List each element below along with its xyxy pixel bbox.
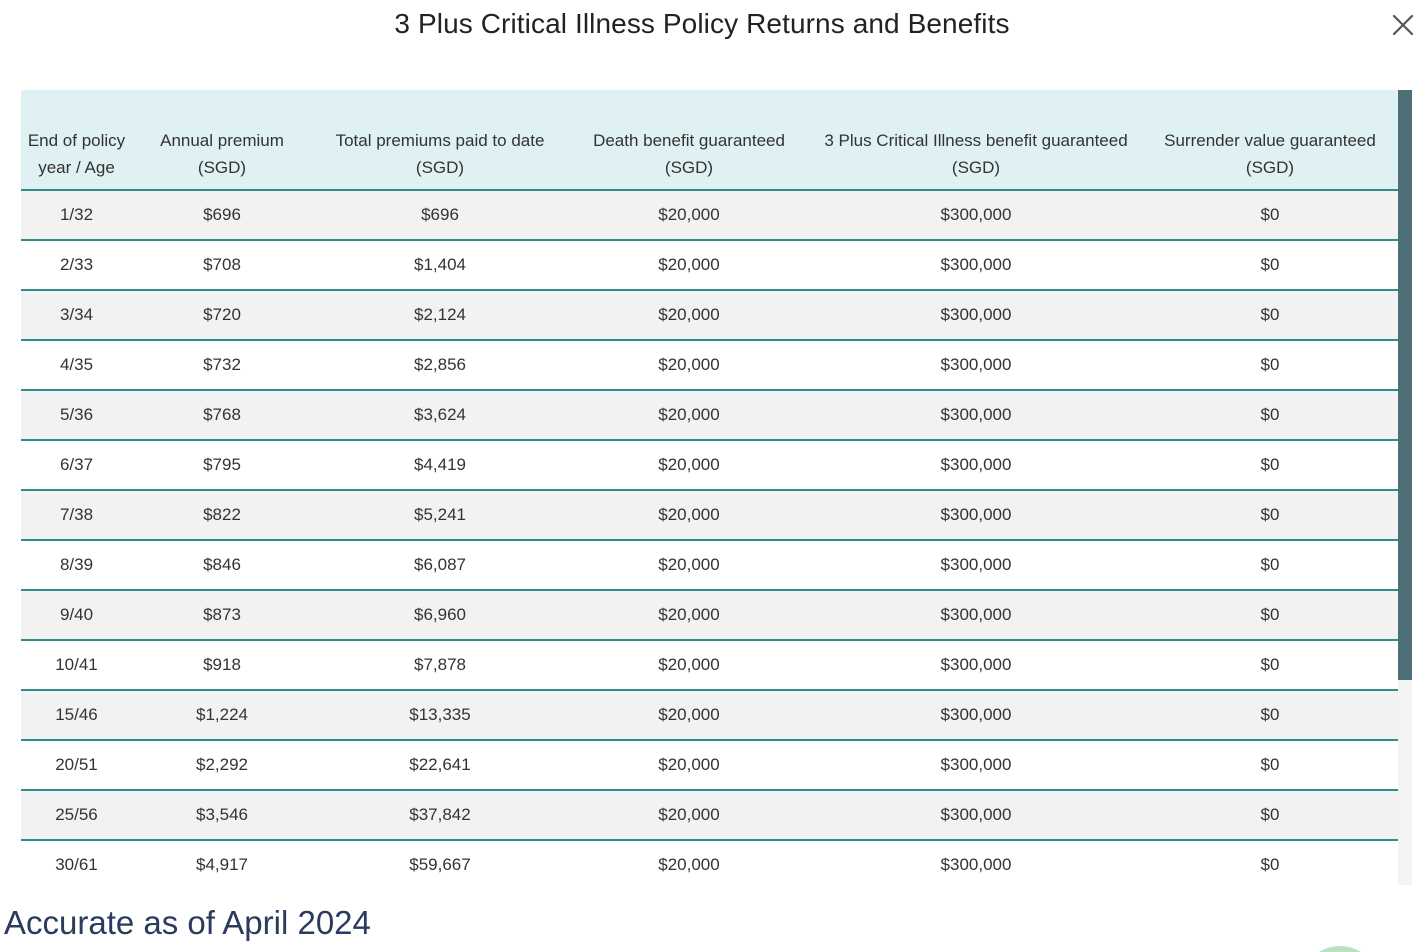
table-header-row	[21, 90, 1398, 190]
cell-critical-illness-benefit: $300,000	[810, 790, 1142, 840]
modal-title: 3 Plus Critical Illness Policy Returns and Benefits	[394, 8, 1010, 39]
cell-policy-year-age: 20/51	[21, 740, 132, 790]
table-row	[21, 590, 1398, 640]
cell-death-benefit: $20,000	[568, 190, 810, 240]
cell-surrender-value: $0	[1142, 240, 1398, 290]
cell-surrender-value: $0	[1142, 440, 1398, 490]
cell-surrender-value: $0	[1142, 590, 1398, 640]
table-row	[21, 390, 1398, 440]
cell-annual-premium: $846	[132, 540, 312, 590]
cell-surrender-value: $0	[1142, 390, 1398, 440]
table-row	[21, 640, 1398, 690]
benefits-table	[21, 90, 1398, 885]
cell-critical-illness-benefit: $300,000	[810, 540, 1142, 590]
table-row	[21, 840, 1398, 885]
cell-death-benefit: $20,000	[568, 690, 810, 740]
cell-death-benefit: $20,000	[568, 390, 810, 440]
cell-total-premiums: $1,404	[312, 240, 568, 290]
cell-annual-premium: $918	[132, 640, 312, 690]
cell-total-premiums: $696	[312, 190, 568, 240]
column-header-policy-year-age: End of policy year / Age	[21, 90, 132, 190]
cell-critical-illness-benefit: $300,000	[810, 590, 1142, 640]
cell-annual-premium: $720	[132, 290, 312, 340]
cell-critical-illness-benefit: $300,000	[810, 290, 1142, 340]
table-row	[21, 540, 1398, 590]
cell-total-premiums: $2,856	[312, 340, 568, 390]
cell-critical-illness-benefit: $300,000	[810, 390, 1142, 440]
cell-critical-illness-benefit: $300,000	[810, 690, 1142, 740]
cell-surrender-value: $0	[1142, 790, 1398, 840]
cell-total-premiums: $7,878	[312, 640, 568, 690]
cell-total-premiums: $2,124	[312, 290, 568, 340]
cell-critical-illness-benefit: $300,000	[810, 840, 1142, 885]
cell-annual-premium: $873	[132, 590, 312, 640]
cell-policy-year-age: 4/35	[21, 340, 132, 390]
cell-annual-premium: $1,224	[132, 690, 312, 740]
cell-surrender-value: $0	[1142, 190, 1398, 240]
cell-death-benefit: $20,000	[568, 240, 810, 290]
cell-death-benefit: $20,000	[568, 640, 810, 690]
column-header-total-premiums: Total premiums paid to date (SGD)	[312, 90, 568, 190]
cell-death-benefit: $20,000	[568, 540, 810, 590]
cell-annual-premium: $2,292	[132, 740, 312, 790]
chat-widget-button[interactable]	[1300, 946, 1380, 952]
table-row	[21, 240, 1398, 290]
cell-surrender-value: $0	[1142, 740, 1398, 790]
cell-total-premiums: $4,419	[312, 440, 568, 490]
cell-surrender-value: $0	[1142, 540, 1398, 590]
cell-policy-year-age: 3/34	[21, 290, 132, 340]
scrollbar-thumb[interactable]	[1398, 90, 1412, 680]
cell-total-premiums: $13,335	[312, 690, 568, 740]
cell-annual-premium: $732	[132, 340, 312, 390]
table-row	[21, 440, 1398, 490]
cell-total-premiums: $22,641	[312, 740, 568, 790]
cell-death-benefit: $20,000	[568, 440, 810, 490]
accuracy-footnote: Accurate as of April 2024	[4, 904, 371, 941]
column-header-surrender-value: Surrender value guaranteed (SGD)	[1142, 90, 1398, 190]
cell-critical-illness-benefit: $300,000	[810, 340, 1142, 390]
column-header-death-benefit: Death benefit guaranteed (SGD)	[568, 90, 810, 190]
cell-policy-year-age: 10/41	[21, 640, 132, 690]
cell-policy-year-age: 8/39	[21, 540, 132, 590]
cell-policy-year-age: 9/40	[21, 590, 132, 640]
table-body	[21, 190, 1398, 885]
cell-death-benefit: $20,000	[568, 490, 810, 540]
cell-death-benefit: $20,000	[568, 590, 810, 640]
cell-total-premiums: $59,667	[312, 840, 568, 885]
cell-policy-year-age: 15/46	[21, 690, 132, 740]
cell-policy-year-age: 25/56	[21, 790, 132, 840]
cell-surrender-value: $0	[1142, 490, 1398, 540]
cell-death-benefit: $20,000	[568, 340, 810, 390]
cell-annual-premium: $3,546	[132, 790, 312, 840]
table-row	[21, 290, 1398, 340]
cell-critical-illness-benefit: $300,000	[810, 640, 1142, 690]
cell-critical-illness-benefit: $300,000	[810, 240, 1142, 290]
cell-critical-illness-benefit: $300,000	[810, 740, 1142, 790]
table-row	[21, 340, 1398, 390]
cell-annual-premium: $795	[132, 440, 312, 490]
table-row	[21, 190, 1398, 240]
benefits-table-container[interactable]	[21, 90, 1398, 885]
cell-death-benefit: $20,000	[568, 290, 810, 340]
cell-annual-premium: $696	[132, 190, 312, 240]
cell-total-premiums: $37,842	[312, 790, 568, 840]
cell-total-premiums: $5,241	[312, 490, 568, 540]
cell-annual-premium: $822	[132, 490, 312, 540]
table-scrollbar[interactable]	[1398, 90, 1412, 885]
cell-death-benefit: $20,000	[568, 790, 810, 840]
cell-surrender-value: $0	[1142, 340, 1398, 390]
table-row	[21, 490, 1398, 540]
cell-total-premiums: $3,624	[312, 390, 568, 440]
column-header-annual-premium: Annual premium (SGD)	[132, 90, 312, 190]
cell-critical-illness-benefit: $300,000	[810, 190, 1142, 240]
column-header-critical-illness-benefit: 3 Plus Critical Illness benefit guaranteed (SGD)	[810, 90, 1142, 190]
cell-surrender-value: $0	[1142, 640, 1398, 690]
cell-critical-illness-benefit: $300,000	[810, 440, 1142, 490]
cell-death-benefit: $20,000	[568, 740, 810, 790]
cell-annual-premium: $708	[132, 240, 312, 290]
cell-death-benefit: $20,000	[568, 840, 810, 885]
close-icon	[1386, 12, 1416, 42]
cell-total-premiums: $6,960	[312, 590, 568, 640]
cell-policy-year-age: 1/32	[21, 190, 132, 240]
cell-annual-premium: $4,917	[132, 840, 312, 885]
cell-surrender-value: $0	[1142, 290, 1398, 340]
cell-surrender-value: $0	[1142, 840, 1398, 885]
cell-policy-year-age: 30/61	[21, 840, 132, 885]
table-row	[21, 690, 1398, 740]
cell-total-premiums: $6,087	[312, 540, 568, 590]
cell-policy-year-age: 2/33	[21, 240, 132, 290]
cell-critical-illness-benefit: $300,000	[810, 490, 1142, 540]
cell-policy-year-age: 5/36	[21, 390, 132, 440]
cell-policy-year-age: 6/37	[21, 440, 132, 490]
cell-annual-premium: $768	[132, 390, 312, 440]
close-button[interactable]	[1386, 12, 1416, 42]
cell-surrender-value: $0	[1142, 690, 1398, 740]
cell-policy-year-age: 7/38	[21, 490, 132, 540]
table-row	[21, 740, 1398, 790]
table-row	[21, 790, 1398, 840]
